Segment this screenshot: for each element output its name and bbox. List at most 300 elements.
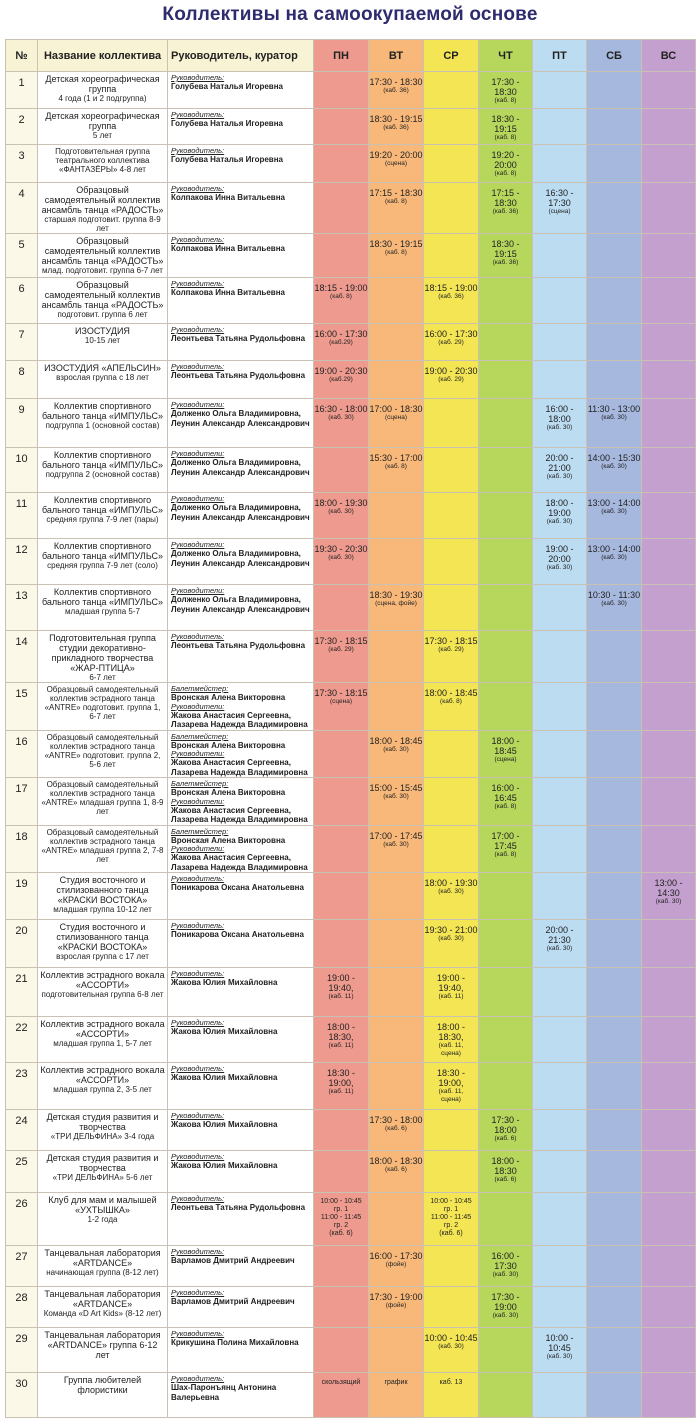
day-cell-wed — [424, 234, 479, 278]
table-row — [6, 1151, 696, 1193]
day-cell-thu: 18:00 - 18:45 (сцена) — [479, 730, 533, 778]
day-cell-fri — [533, 234, 587, 278]
collective-subtitle: Образцовый самодеятельный коллектив эстрадного танца «ANTRE» младшая группа 1, 8-9 лет — [41, 780, 164, 816]
collective-name-cell — [38, 145, 168, 183]
leader-role: Руководитель: — [171, 1194, 225, 1203]
collective-title: Подготовительная группа студии декоративно-прикладного творчества «ЖАР-ПТИЦА» — [49, 633, 156, 673]
day-cell-wed — [424, 778, 479, 826]
table-row — [6, 1328, 696, 1373]
table-row — [6, 493, 696, 539]
row-number: 5 — [6, 234, 38, 278]
row-number: 2 — [6, 109, 38, 145]
day-cell-mon: 18:00 - 18:30, (каб. 11) — [314, 1017, 369, 1063]
leader-role: Руководитель: — [171, 235, 225, 244]
day-cell-mon: 18:00 - 19:30 (каб. 30) — [314, 493, 369, 539]
collective-title: Танцевальная лаборатория «ARTDANCE» группа 6-12 лет — [44, 1330, 161, 1360]
day-cell-sat — [587, 730, 642, 778]
leader-role: Руководитель: — [171, 73, 225, 82]
day-cell-tue: 17:00 - 17:45 (каб. 30) — [369, 825, 424, 873]
header-name: Название коллектива — [38, 40, 168, 72]
table-row — [6, 730, 696, 778]
day-cell-sun — [642, 361, 696, 399]
leader-names: Долженко Ольга Владимировна, Леунин Александр Александрович — [171, 409, 310, 428]
collective-subtitle: взрослая группа с 18 лет — [56, 373, 149, 382]
collective-name-cell — [38, 324, 168, 361]
day-cell-wed — [424, 1246, 479, 1287]
row-number: 11 — [6, 493, 38, 539]
day-cell-mon — [314, 72, 369, 109]
row-number: 12 — [6, 539, 38, 585]
row-number: 18 — [6, 825, 38, 873]
day-cell-wed: 10:00 - 10:45 (каб. 30) — [424, 1328, 479, 1373]
leader-names: Жакова Юлия Михайловна — [171, 1073, 278, 1082]
day-cell-tue — [369, 1017, 424, 1063]
leader-role: Руководитель: — [171, 921, 225, 930]
day-cell-sat — [587, 1151, 642, 1193]
day-cell-tue — [369, 873, 424, 920]
day-cell-tue: 18:30 - 19:15 (каб. 36) — [369, 109, 424, 145]
collective-name-cell — [38, 399, 168, 448]
day-cell-fri — [533, 72, 587, 109]
day-cell-fri — [533, 683, 587, 731]
day-cell-thu — [479, 683, 533, 731]
collective-name-cell — [38, 1063, 168, 1110]
day-cell-wed: 18:15 - 19:00 (каб. 36) — [424, 278, 479, 324]
day-cell-mon — [314, 234, 369, 278]
day-cell-fri — [533, 585, 587, 631]
day-cell-thu — [479, 1193, 533, 1246]
leader-role: Руководитель: — [171, 110, 225, 119]
day-cell-thu: 17:30 - 18:30 (каб. 8) — [479, 72, 533, 109]
day-cell-sun — [642, 683, 696, 731]
leader-cell — [168, 324, 314, 361]
table-row — [6, 399, 696, 448]
leader-role: Балетмейстер: — [171, 731, 229, 741]
row-number: 10 — [6, 448, 38, 493]
day-cell-wed — [424, 448, 479, 493]
row-number: 17 — [6, 778, 38, 826]
day-cell-fri — [533, 361, 587, 399]
day-cell-sat — [587, 361, 642, 399]
row-number: 29 — [6, 1328, 38, 1373]
day-cell-sat — [587, 1063, 642, 1110]
day-cell-sat — [587, 683, 642, 731]
day-cell-fri: 16:30 - 17:30 (сцена) — [533, 183, 587, 234]
day-cell-thu: 18:30 - 19:15 (каб. 36) — [479, 234, 533, 278]
collective-name-cell — [38, 72, 168, 109]
leader-names: Долженко Ольга Владимировна, Леунин Александр Александрович — [171, 595, 310, 614]
leader-role: Руководитель: — [171, 184, 225, 193]
day-cell-wed: 19:00 - 20:30 (каб. 29) — [424, 361, 479, 399]
day-cell-sat — [587, 324, 642, 361]
page-title: Коллективы на самоокупаемой основе — [162, 4, 538, 25]
table-row — [6, 109, 696, 145]
day-cell-fri: 19:00 - 20:00 (каб. 30) — [533, 539, 587, 585]
day-cell-tue — [369, 920, 424, 968]
day-cell-fri — [533, 968, 587, 1017]
leader-names: Голубева Наталья Игоревна — [171, 155, 284, 164]
collective-title: Клуб для мам и малышей «УХТЫШКА» — [48, 1195, 157, 1215]
leader-names: Варламов Дмитрий Андреевич — [171, 1297, 295, 1306]
day-cell-sat — [587, 109, 642, 145]
day-cell-thu — [479, 399, 533, 448]
table-row — [6, 1373, 696, 1418]
day-cell-wed: 10:00 - 10:45 гр. 1 11:00 - 11:45 гр. 2 (каб. 6) — [424, 1193, 479, 1246]
day-cell-sat — [587, 1373, 642, 1418]
leader-names: Вронская Алена Викторовна — [171, 740, 286, 750]
leader-role: Руководители: — [171, 449, 225, 458]
leader-cell — [168, 683, 314, 731]
collective-subtitle: Команда «D Art Kids» (8-12 лет) — [43, 1309, 162, 1318]
day-cell-wed — [424, 72, 479, 109]
table-row — [6, 585, 696, 631]
leader-names: Леонтьева Татьяна Рудольфовна — [171, 334, 306, 343]
day-cell-wed: 18:30 - 19:00, (каб. 11, сцена) — [424, 1063, 479, 1110]
day-cell-thu — [479, 361, 533, 399]
leader-names: Жакова Анастасия Сергеевна, Лазарева Надежда Владимировна — [171, 853, 308, 872]
day-cell-sun — [642, 968, 696, 1017]
leader-names: Колпакова Инна Витальевна — [171, 244, 285, 253]
collective-title: Коллектив спортивного бального танца «ИМПУЛЬС» — [41, 401, 164, 421]
day-cell-sat — [587, 825, 642, 873]
day-cell-wed — [424, 825, 479, 873]
table-row — [6, 1287, 696, 1328]
day-cell-sun — [642, 324, 696, 361]
day-cell-wed: 19:30 - 21:00 (каб. 30) — [424, 920, 479, 968]
day-cell-tue: график — [369, 1373, 424, 1418]
leader-cell — [168, 1287, 314, 1328]
collective-subtitle: средняя группа 7-9 лет (пары) — [46, 515, 159, 524]
day-cell-thu — [479, 448, 533, 493]
day-cell-mon: 19:00 - 19:40, (каб. 11) — [314, 968, 369, 1017]
leader-role: Руководитель: — [171, 1111, 225, 1120]
day-cell-mon — [314, 778, 369, 826]
leader-cell — [168, 183, 314, 234]
day-cell-sun — [642, 1246, 696, 1287]
leader-role: Руководитель: — [171, 362, 225, 371]
collective-name-cell — [38, 278, 168, 324]
day-cell-wed: 19:00 - 19:40, (каб. 11) — [424, 968, 479, 1017]
day-cell-thu — [479, 278, 533, 324]
day-cell-thu — [479, 539, 533, 585]
day-cell-tue: 16:00 - 17:30 (фойе) — [369, 1246, 424, 1287]
leader-role: Руководитель: — [171, 1374, 225, 1383]
collective-subtitle: взрослая группа с 17 лет — [56, 952, 149, 961]
day-cell-sun — [642, 109, 696, 145]
leader-names: Колпакова Инна Витальевна — [171, 193, 285, 202]
collective-name-cell — [38, 1246, 168, 1287]
schedule-body — [6, 72, 696, 1418]
day-cell-thu: 18:00 - 18:30 (каб. 6) — [479, 1151, 533, 1193]
table-row — [6, 1110, 696, 1151]
collective-title: Детская студия развития и творчества — [46, 1153, 159, 1173]
header-day-mon: ПН — [314, 40, 369, 72]
day-cell-mon: 16:00 - 17:30 (каб.29) — [314, 324, 369, 361]
day-cell-wed: 18:00 - 19:30 (каб. 30) — [424, 873, 479, 920]
collective-title: Студия восточного и стилизованного танца «КРАСКИ ВОСТОКА» — [56, 875, 149, 905]
collective-subtitle: младшая группа 2, 3-5 лет — [53, 1085, 152, 1094]
header-leader: Руководитель, куратор — [168, 40, 314, 72]
row-number: 24 — [6, 1110, 38, 1151]
day-cell-sat: 14:00 - 15:30 (каб. 30) — [587, 448, 642, 493]
collective-title: Детская студия развития и творчества — [46, 1112, 159, 1132]
day-cell-mon — [314, 585, 369, 631]
day-cell-wed: 18:00 - 18:30, (каб. 11, сцена) — [424, 1017, 479, 1063]
row-number: 14 — [6, 631, 38, 683]
day-cell-tue: 18:30 - 19:30 (сцена, фойе) — [369, 585, 424, 631]
day-cell-tue: 17:30 - 18:30 (каб. 36) — [369, 72, 424, 109]
day-cell-tue: 18:00 - 18:30 (каб. 6) — [369, 1151, 424, 1193]
collective-title: Танцевальная лаборатория «ARTDANCE» — [44, 1248, 161, 1268]
table-row — [6, 1063, 696, 1110]
table-row — [6, 968, 696, 1017]
leader-cell — [168, 493, 314, 539]
collective-name-cell — [38, 683, 168, 731]
table-row — [6, 1017, 696, 1063]
leader-role: Руководитель: — [171, 1152, 225, 1161]
row-number: 13 — [6, 585, 38, 631]
collective-title: Коллектив спортивного бального танца «ИМПУЛЬС» — [41, 450, 164, 470]
day-cell-sat — [587, 145, 642, 183]
day-cell-sun — [642, 1373, 696, 1418]
leader-role: Руководитель: — [171, 1288, 225, 1297]
day-cell-sun — [642, 493, 696, 539]
day-cell-fri — [533, 278, 587, 324]
collective-name-cell — [38, 873, 168, 920]
table-row — [6, 361, 696, 399]
header-number: № — [6, 40, 38, 72]
day-cell-wed — [424, 109, 479, 145]
day-cell-mon — [314, 920, 369, 968]
row-number: 4 — [6, 183, 38, 234]
row-number: 19 — [6, 873, 38, 920]
collective-subtitle: Образцовый самодеятельный коллектив эстрадного танца «ANTRE» младшая группа 2, 7-8 лет — [41, 827, 164, 864]
row-number: 15 — [6, 683, 38, 731]
leader-cell — [168, 968, 314, 1017]
collective-subtitle: 6-7 лет — [89, 673, 116, 682]
collective-name-cell — [38, 1193, 168, 1246]
leader-role: Балетмейстер: — [171, 684, 229, 693]
collective-name-cell — [38, 109, 168, 145]
leader-cell — [168, 72, 314, 109]
leader-cell — [168, 1246, 314, 1287]
collective-title: Коллектив эстрадного вокала «АССОРТИ» — [40, 1019, 165, 1039]
day-cell-sat — [587, 1246, 642, 1287]
collective-name-cell — [38, 778, 168, 826]
leader-cell — [168, 1328, 314, 1373]
day-cell-tue: 17:30 - 19:00 (фойе) — [369, 1287, 424, 1328]
leader-names: Жакова Анастасия Сергеевна, Лазарева Надежда Владимировна — [171, 805, 308, 824]
leader-role: Руководитель: — [171, 325, 225, 334]
leader-names: Вронская Алена Викторовна — [171, 788, 286, 797]
day-cell-tue: 17:00 - 18:30 (сцена) — [369, 399, 424, 448]
schedule-table — [5, 39, 696, 1418]
day-cell-sun — [642, 399, 696, 448]
day-cell-sun — [642, 825, 696, 873]
leader-role: Балетмейстер: — [171, 826, 229, 836]
day-cell-sun — [642, 1193, 696, 1246]
day-cell-sat — [587, 234, 642, 278]
day-cell-sat — [587, 1193, 642, 1246]
collective-subtitle: начинающая группа (8-12 лет) — [46, 1268, 159, 1277]
collective-name-cell — [38, 585, 168, 631]
collective-title: Коллектив эстрадного вокала «АССОРТИ» — [40, 970, 165, 990]
day-cell-sun — [642, 1328, 696, 1373]
leader-names: Жакова Анастасия Сергеевна, Лазарева Надежда Владимировна — [171, 758, 308, 777]
leader-role: Балетмейстер: — [171, 779, 229, 788]
day-cell-sun — [642, 448, 696, 493]
table-row — [6, 72, 696, 109]
day-cell-sat: 11:30 - 13:00 (каб. 30) — [587, 399, 642, 448]
day-cell-fri — [533, 145, 587, 183]
collective-title: Образцовый самодеятельный коллектив ансамбль танца «РАДОСТЬ» — [41, 280, 164, 310]
day-cell-fri — [533, 631, 587, 683]
collective-title: Образцовый самодеятельный коллектив ансамбль танца «РАДОСТЬ» — [41, 236, 164, 266]
day-cell-sun — [642, 1151, 696, 1193]
leader-names: Поникарова Оксана Анатольевна — [171, 883, 304, 892]
day-cell-tue: 19:20 - 20:00 (сцена) — [369, 145, 424, 183]
day-cell-sat — [587, 1110, 642, 1151]
leader-role: Руководитель: — [171, 874, 225, 883]
day-cell-sat — [587, 183, 642, 234]
leader-cell — [168, 730, 314, 778]
collective-name-cell — [38, 1287, 168, 1328]
day-cell-thu — [479, 324, 533, 361]
leader-names: Вронская Алена Викторовна — [171, 835, 286, 845]
table-row — [6, 825, 696, 873]
row-number: 8 — [6, 361, 38, 399]
day-cell-sun — [642, 145, 696, 183]
leader-names: Жакова Юлия Михайловна — [171, 1120, 278, 1129]
day-cell-mon — [314, 873, 369, 920]
day-cell-wed — [424, 493, 479, 539]
day-cell-sat: 10:30 - 11:30 (каб. 30) — [587, 585, 642, 631]
day-cell-wed — [424, 1110, 479, 1151]
day-cell-tue — [369, 1063, 424, 1110]
leader-cell — [168, 631, 314, 683]
header-row — [6, 40, 696, 72]
day-cell-mon — [314, 730, 369, 778]
collective-subtitle: 5 лет — [92, 131, 113, 140]
table-row — [6, 278, 696, 324]
day-cell-wed — [424, 539, 479, 585]
day-cell-wed: каб. 13 — [424, 1373, 479, 1418]
day-cell-tue — [369, 493, 424, 539]
day-cell-mon — [314, 1328, 369, 1373]
day-cell-mon — [314, 1287, 369, 1328]
day-cell-thu — [479, 631, 533, 683]
day-cell-fri — [533, 1193, 587, 1246]
day-cell-wed — [424, 399, 479, 448]
collective-title: Танцевальная лаборатория «ARTDANCE» — [44, 1289, 161, 1309]
collective-title: Коллектив спортивного бального танца «ИМПУЛЬС» — [41, 495, 164, 515]
leader-role: Руководитель: — [171, 1018, 225, 1027]
leader-cell — [168, 1017, 314, 1063]
leader-names: Голубева Наталья Игоревна — [171, 119, 284, 128]
collective-subtitle: младшая группа 5-7 — [65, 607, 140, 616]
table-row — [6, 631, 696, 683]
day-cell-sat: 13:00 - 14:00 (каб. 30) — [587, 539, 642, 585]
day-cell-thu: 16:00 - 16:45 (каб. 8) — [479, 778, 533, 826]
leader-cell — [168, 234, 314, 278]
collective-name-cell — [38, 825, 168, 873]
leader-cell — [168, 145, 314, 183]
collective-subtitle: Образцовый самодеятельный коллектив эстрадного танца «ANTRE» подготовит. группа 1, 6-7 лет — [44, 685, 161, 721]
leader-role: Руководитель: — [171, 279, 225, 288]
leader-role: Руководители: — [171, 844, 225, 853]
day-cell-wed: 16:00 - 17:30 (каб. 29) — [424, 324, 479, 361]
collective-subtitle: Образцовый самодеятельный коллектив эстрадного танца «ANTRE» подготовит. группа 2, 5-6 лет — [44, 732, 161, 769]
day-cell-tue — [369, 631, 424, 683]
header-day-sun: ВС — [642, 40, 696, 72]
leader-cell — [168, 278, 314, 324]
day-cell-sat — [587, 778, 642, 826]
day-cell-fri: 10:00 - 10:45 (каб. 30) — [533, 1328, 587, 1373]
day-cell-wed — [424, 585, 479, 631]
day-cell-sat — [587, 1328, 642, 1373]
row-number: 1 — [6, 72, 38, 109]
leader-names: Голубева Наталья Игоревна — [171, 82, 284, 91]
leader-role: Руководитель: — [171, 632, 225, 641]
leader-cell — [168, 1063, 314, 1110]
leader-cell — [168, 778, 314, 826]
row-number: 21 — [6, 968, 38, 1017]
leader-role: Руководители: — [171, 400, 225, 409]
day-cell-tue — [369, 683, 424, 731]
day-cell-thu — [479, 1328, 533, 1373]
day-cell-mon: 17:30 - 18:15 (каб. 29) — [314, 631, 369, 683]
header-day-sat: СБ — [587, 40, 642, 72]
leader-role: Руководитель: — [171, 969, 225, 978]
day-cell-fri — [533, 109, 587, 145]
leader-cell — [168, 399, 314, 448]
day-cell-thu: 19:20 - 20:00 (каб. 8) — [479, 145, 533, 183]
day-cell-mon: 19:30 - 20:30 (каб. 30) — [314, 539, 369, 585]
row-number: 27 — [6, 1246, 38, 1287]
collective-title: Студия восточного и стилизованного танца «КРАСКИ ВОСТОКА» — [56, 922, 149, 952]
day-cell-tue — [369, 968, 424, 1017]
leader-cell — [168, 1110, 314, 1151]
day-cell-thu: 17:15 - 18:30 (каб. 36) — [479, 183, 533, 234]
collective-subtitle: Подготовительная группа театрального коллектива «ФАНТАЗЁРЫ» 4-8 лет — [55, 147, 150, 174]
leader-cell — [168, 1193, 314, 1246]
leader-cell — [168, 539, 314, 585]
leader-names: Жакова Юлия Михайловна — [171, 978, 278, 987]
row-number: 16 — [6, 730, 38, 778]
collective-subtitle: «ТРИ ДЕЛЬФИНА» 5-6 лет — [52, 1173, 153, 1182]
leader-names: Варламов Дмитрий Андреевич — [171, 1256, 295, 1265]
header-day-wed: СР — [424, 40, 479, 72]
day-cell-thu — [479, 1017, 533, 1063]
day-cell-sun — [642, 631, 696, 683]
row-number: 6 — [6, 278, 38, 324]
row-number: 7 — [6, 324, 38, 361]
day-cell-sun — [642, 183, 696, 234]
collective-title: Коллектив спортивного бального танца «ИМПУЛЬС» — [41, 541, 164, 561]
collective-name-cell — [38, 920, 168, 968]
day-cell-fri — [533, 324, 587, 361]
day-cell-fri: 20:00 - 21:30 (каб. 30) — [533, 920, 587, 968]
collective-subtitle: подгруппа 1 (основной состав) — [45, 421, 160, 430]
day-cell-mon: 16:30 - 18:00 (каб. 30) — [314, 399, 369, 448]
day-cell-fri — [533, 1287, 587, 1328]
row-number: 23 — [6, 1063, 38, 1110]
leader-role: Руководители: — [171, 494, 225, 503]
collective-name-cell — [38, 234, 168, 278]
leader-role: Руководители: — [171, 796, 225, 806]
day-cell-fri: 16:00 - 18:00 (каб. 30) — [533, 399, 587, 448]
collective-subtitle: младшая группа 1, 5-7 лет — [53, 1039, 152, 1048]
